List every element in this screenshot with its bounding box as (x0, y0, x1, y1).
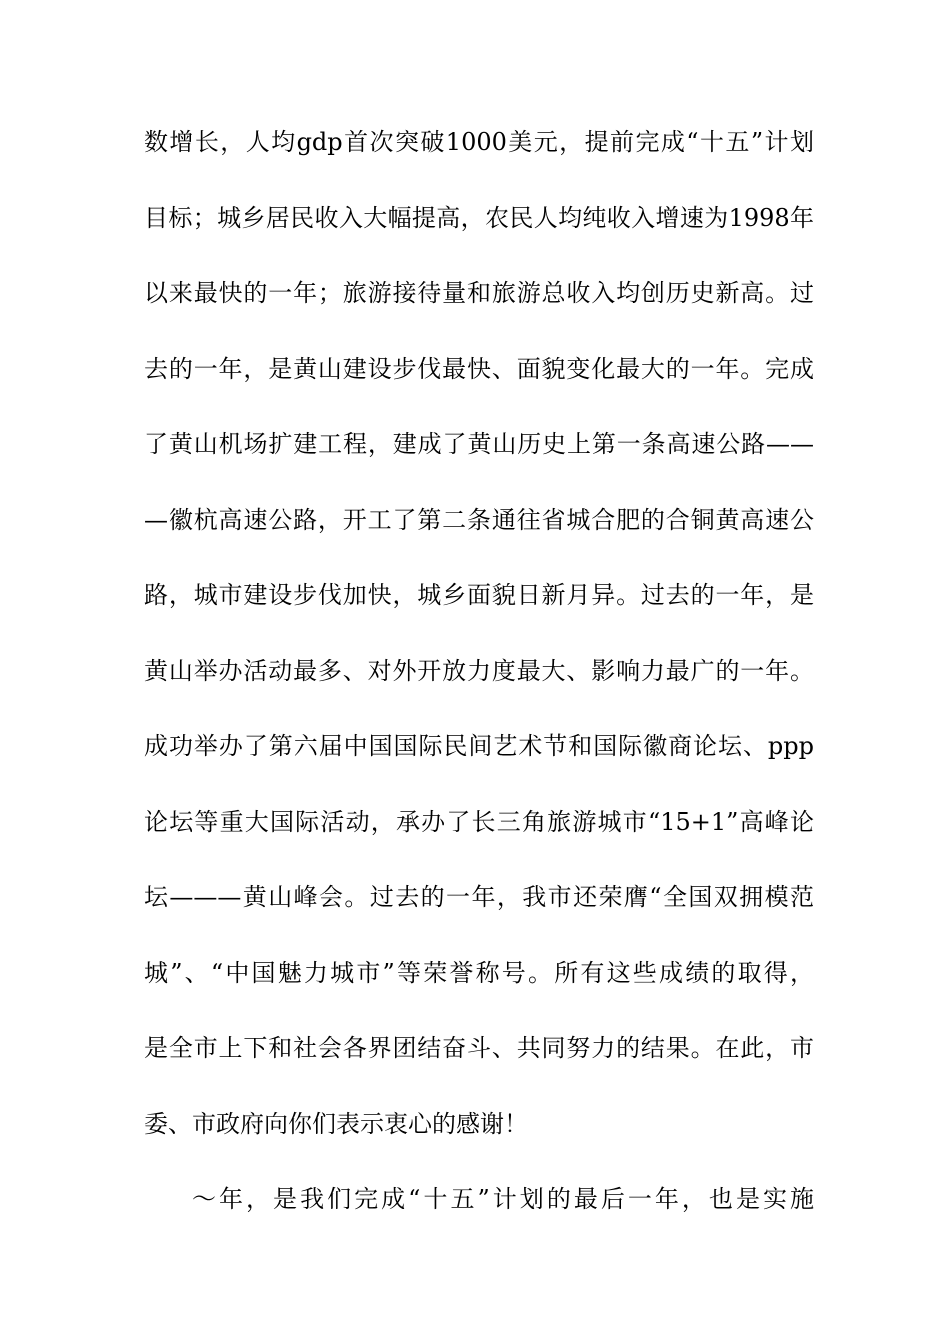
text-line-indented: ～年，是我们完成“十五”计划的最后一年，也是实施 (192, 1185, 814, 1213)
text-line: 委、市政府向你们表示衷心的感谢！ (144, 1109, 528, 1138)
text-line: 黄山举办活动最多、对外开放力度最大、影响力最广的一年。 (144, 656, 814, 685)
body-text (144, 130, 814, 1263)
text-line: 坛———黄山峰会。过去的一年，我市还荣膺“全国双拥模范 (144, 883, 814, 911)
text-line: 了黄山机场扩建工程，建成了黄山历史上第一条高速公路—— (144, 430, 814, 458)
text-line: 是全市上下和社会各界团结奋斗、共同努力的结果。在此，市 (144, 1034, 814, 1062)
text-line: 成功举办了第六届中国国际民间艺术节和国际徽商论坛、ppp (144, 732, 814, 760)
text-line: 路，城市建设步伐加快，城乡面貌日新月异。过去的一年，是 (144, 581, 814, 609)
text-line: 论坛等重大国际活动，承办了长三角旅游城市“15+1”高峰论 (144, 807, 814, 836)
text-line: 城”、“中国魅力城市”等荣誉称号。所有这些成绩的取得， (144, 958, 814, 987)
text-line: 数增长，人均gdp首次突破1000美元，提前完成“十五”计划 (144, 128, 814, 156)
text-line: 去的一年，是黄山建设步伐最快、面貌变化最大的一年。完成 (144, 354, 814, 383)
text-line: 目标；城乡居民收入大幅提高，农民人均纯收入增速为1998年 (144, 203, 814, 232)
text-line: 以来最快的一年；旅游接待量和旅游总收入均创历史新高。过 (144, 279, 814, 307)
text-line: —徽杭高速公路，开工了第二条通往省城合肥的合铜黄高速公 (144, 505, 814, 534)
